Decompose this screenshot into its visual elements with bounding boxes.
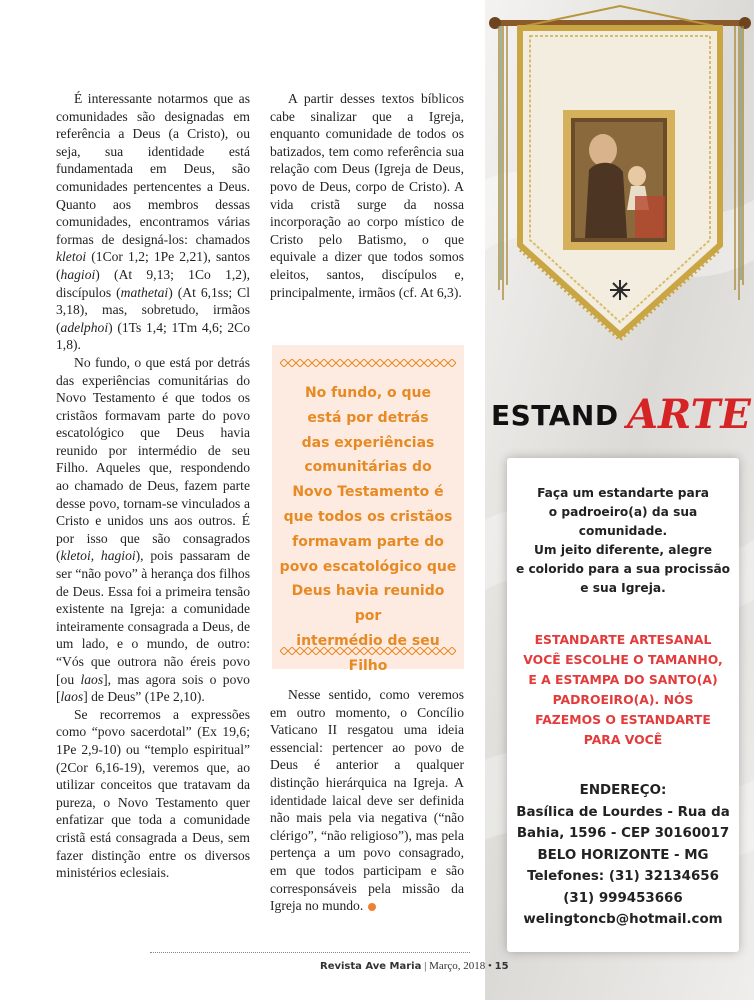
- ad-description-line: e sua Igreja.: [580, 581, 666, 595]
- issue-date: Março, 2018: [429, 960, 486, 972]
- zigzag-border-top: [280, 359, 456, 367]
- footer-bullet: •: [488, 960, 492, 972]
- pull-quote-line: das experiências: [301, 434, 435, 451]
- ad-offer-line: VOCÊ ESCOLHE O TAMANHO,: [523, 652, 723, 667]
- article-column-2: [270, 90, 464, 301]
- pull-quote-line: povo escatológico que: [279, 558, 457, 575]
- italic-term: adelphoi: [60, 319, 109, 335]
- pull-quote-line: que todos os cristãos: [283, 508, 453, 525]
- ad-contact-line: Telefones: (31) 32134656: [527, 869, 719, 884]
- text-run: ) (At 6,1ss; Cl 3,18), mas, sobretudo, irmãos (: [56, 284, 250, 335]
- text-run: No fundo, o que está por detrás das experiências comunitárias do Novo Testamento é que todos os cristãos formavam parte do povo escatológico que Deus havia reunido por intermédio de seu Filho. Aqueles que, respondendo ao chamado de Deus, fazem parte desse povo, tornam-se vinculados a Cristo e unidos uns aos outros. É por isso que são consagrados (: [56, 354, 250, 564]
- italic-term: laos: [60, 689, 84, 705]
- italic-term: hagioi: [60, 266, 96, 282]
- ad-offer-line: E A ESTAMPA DO SANTO(A): [528, 672, 718, 687]
- ad-info-box: [507, 458, 739, 952]
- ad-description-line: Um jeito diferente, alegre: [534, 543, 712, 557]
- italic-term: mathetai: [120, 284, 169, 300]
- pull-quote-line: Deus havia reunido por: [291, 583, 445, 625]
- text-run: É interessante notarmos que as comunidades são designadas em referência a Deus (a Cristo), ou seja, sua identidade está fundamentada em Deus, são comunidades pertencentes a Deus. Quanto aos membros dessas comunidades, encontramos várias formas de designá-los: chamados: [56, 91, 250, 247]
- magazine-name: Revista Ave Maria: [320, 961, 422, 972]
- ad-contact-line: BELO HORIZONTE - MG: [537, 847, 709, 863]
- footer-rule: [150, 952, 470, 953]
- article-paragraph: Nesse sentido, como veremos em outro momento, o Concílio Vaticano II resgatou uma ideia essencial: pertencer ao povo de Deus é anterior a qualquer distinção hierárquica na Igreja. A identidade laical deve ser definida não mais pela via negativa (“não clérigo”, “não religioso”), mas pela pertença a um povo consagrado, em que todos participam e são corresponsáveis pela missão da Igreja no mundo.: [270, 687, 464, 914]
- page-number: 15: [494, 961, 509, 972]
- page-footer: [320, 960, 509, 972]
- text-run: ) (At 9,13; 1Co 1,2), discípulos (: [56, 266, 250, 300]
- ad-contact: [507, 780, 739, 931]
- article-paragraph: [56, 706, 250, 882]
- zigzag-border-bottom: [280, 647, 456, 655]
- text-run: ) (1Ts 1,4; 1Tm 4,6; 2Co 1,8).: [56, 319, 250, 353]
- brand-logo-arte: ARTE: [627, 391, 751, 438]
- text-run: Se recorremos a expressões como “povo sacerdotal” (Ex 19,6; 1Pe 2,9-10) ou “templo espiritual” (2Cor 6,16-19), veremos que, ao utilizar conceitos que tratavam da pureza, o Novo Testamento quer enfatizar que toda a comunidade cristã está consagrada a Deus, sem fazer distinção entre os diversos ministérios eclesiais.: [56, 706, 250, 881]
- ad-offer-line: FAZEMOS O ESTANDARTE: [535, 712, 711, 727]
- ad-description-line: e colorido para a sua procissão: [515, 562, 731, 576]
- ad-description-line: o padroeiro(a) da sua: [548, 505, 698, 519]
- ad-description: [507, 484, 739, 598]
- ad-contact-line: Basílica de Lourdes - Rua da: [516, 804, 730, 820]
- pull-quote-line: está por detrás: [307, 409, 429, 426]
- brand-logo: [487, 393, 752, 437]
- italic-term: kletoi: [56, 249, 87, 265]
- banner-illustration: [485, 0, 754, 350]
- ad-offer-line: PARA VOCÊ: [583, 732, 663, 747]
- pull-quote-line: Novo Testamento é: [292, 484, 444, 501]
- ad-contact-line: ENDEREÇO:: [579, 783, 667, 798]
- text-run: ], mas agora sois o povo [: [56, 671, 250, 705]
- pull-quote-line: intermédio de seu Filho: [296, 632, 440, 674]
- ad-contact-line: welingtoncb@hotmail.com: [523, 912, 723, 927]
- article-paragraph: [56, 90, 250, 354]
- text-run: (1Cor 1,2; 1Pe 2,21), santos (: [56, 249, 250, 282]
- pull-quote-line: No fundo, o que: [304, 385, 432, 401]
- ad-offer: [507, 630, 739, 750]
- end-of-article-dot-icon: [368, 903, 376, 911]
- brand-logo-estand: ESTAND: [491, 399, 619, 432]
- pull-quote: [272, 345, 464, 674]
- text-run: ] de Deus” (1Pe 2,10).: [83, 689, 205, 705]
- italic-term: kletoi, hagioi: [60, 548, 136, 564]
- ad-description-line: comunidade.: [578, 524, 668, 538]
- advertisement: [485, 0, 754, 1000]
- article-column-2-bottom: [270, 686, 464, 915]
- pull-quote-line: comunitárias do: [304, 459, 432, 476]
- footer-separator: |: [424, 960, 427, 972]
- ad-offer-line: PADROEIRO(A). NÓS: [552, 692, 694, 707]
- article-column-1: [56, 90, 250, 882]
- article-paragraph: A partir desses textos bíblicos cabe sinalizar que a Igreja, enquanto comunidade de todos os batizados, tem como referência sua relação com Deus (Igreja de Deus, povo de Deus, corpo de Cristo). A vida cristã surge da nossa incorporação ao corpo místico de Cristo pelo Batismo, o que equivale a dizer que todos somos eleitos, santos, discípulos e, principalmente, irmãos (cf. At 6,3).: [270, 91, 464, 300]
- ad-contact-line: Bahia, 1596 - CEP 30160017: [516, 826, 730, 841]
- ad-contact-line: (31) 999453666: [563, 890, 683, 906]
- italic-term: laos: [80, 671, 104, 687]
- ad-offer-line: ESTANDARTE ARTESANAL: [534, 632, 712, 647]
- pull-quote-text: [278, 381, 458, 679]
- article-paragraph: [56, 354, 250, 706]
- text-run: ), pois passaram de ser “não povo” à herança dos filhos de Deus. Essa foi a primeira tensão existente na Igreja: a comunidade inteiramente consagrada a Deus, de um lado, e o mundo, de outro: “Vós que outrora não éreis povo [ou: [56, 548, 250, 687]
- pull-quote-line: formavam parte do: [292, 533, 444, 550]
- ad-description-line: Faça um estandarte para: [537, 486, 709, 500]
